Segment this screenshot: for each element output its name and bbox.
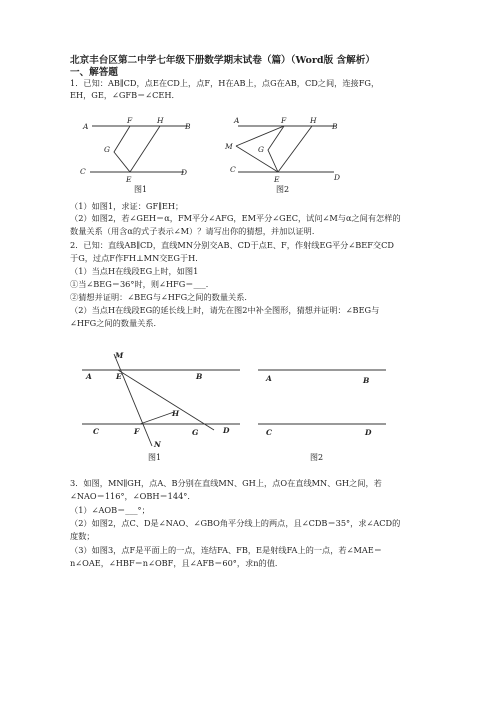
q2-part2-b: ∠HFG之间的数量关系． <box>70 318 162 328</box>
label-h: H <box>172 409 180 418</box>
label-a: A <box>234 116 240 125</box>
label-d: D <box>223 426 230 435</box>
label-g: G <box>258 145 264 154</box>
line-he <box>130 126 160 172</box>
q3-line1: 3．如图，MN∥GH，点A、B分别在直线MN、GH上，点O在直线MN、GH之间，若 <box>70 478 382 488</box>
q3-part3-b: n∠OAE，∠HBF＝n∠OBF，且∠AFB＝60°，求n的值． <box>70 558 284 568</box>
q1-line1: 1．已知：AB∥CD，点E在CD上，点F，H在AB上，点G在AB，CD之间，连接FG， <box>70 78 380 88</box>
q3-part1: （1）∠AOB＝___°； <box>70 505 150 515</box>
label-a: A <box>83 122 89 131</box>
q2-line1: 2．已知：直线AB∥CD，直线MN分别交AB、CD于点E、F，作射线EG平分∠BEF交CD <box>70 240 394 250</box>
label-m: M <box>115 351 124 360</box>
q1-part1: （1）如图1，求证：GF∥EH； <box>70 201 184 211</box>
label-h: H <box>310 116 317 125</box>
q3-line2: ∠NAO＝116°，∠OBH＝144°． <box>70 491 196 501</box>
label-a: A <box>86 372 92 381</box>
page-title: 北京丰台区第二中学七年级下册数学期末试卷（篇）（Word版 含解析） <box>70 55 375 66</box>
line-mn <box>114 354 152 446</box>
q2-line2: 于G，过点F作FH⊥MN交EG于H． <box>70 253 204 263</box>
label-c: C <box>230 165 236 174</box>
label-f: F <box>281 116 287 125</box>
label-g: G <box>104 145 110 154</box>
q2-figure2 <box>258 362 388 448</box>
label-e: E <box>126 175 132 184</box>
q1-fig1-caption: 图1 <box>134 185 148 194</box>
label-b: B <box>332 122 338 131</box>
q1-fig2-caption: 图2 <box>276 185 290 194</box>
fge-polyline <box>114 126 130 172</box>
label-f: F <box>134 427 140 436</box>
q2-part1-a: ①当∠BEG＝36°时，则∠HFG＝___． <box>70 279 214 289</box>
label-e: E <box>274 175 280 184</box>
q2-part2-a: （2）当点H在线段EG的延长线上时，请先在图2中补全图形，猜想并证明：∠BEG与 <box>70 305 380 315</box>
label-a: A <box>266 374 272 383</box>
label-n: N <box>154 440 161 449</box>
q3-part2-a: （2）如图2，点C、D是∠NAO、∠GBO角平分线上的两点，且∠CDB＝35°，求∠ACD的 <box>70 518 401 528</box>
segment-fh <box>140 412 174 424</box>
line-he <box>278 126 312 172</box>
label-m: M <box>225 142 233 151</box>
label-d: D <box>334 173 341 182</box>
q1-line2: EH，GE，∠GFB＝∠CEH． <box>70 90 180 100</box>
label-b: B <box>185 122 191 131</box>
q2-part1: （1）当点H在线段EG上时，如图1 <box>70 266 199 276</box>
label-b: B <box>363 376 370 385</box>
label-d: D <box>181 168 188 177</box>
label-c: C <box>80 167 86 176</box>
label-h: H <box>157 116 164 125</box>
label-g: G <box>192 428 199 437</box>
label-c: C <box>266 428 272 437</box>
label-d: D <box>365 428 372 437</box>
q2-fig2-caption: 图2 <box>310 453 324 462</box>
label-e: E <box>116 372 122 381</box>
q2-figure1 <box>82 346 242 462</box>
label-f: F <box>127 116 133 125</box>
label-b: B <box>196 372 203 381</box>
q2-fig1-caption: 图1 <box>148 453 162 462</box>
q1-part2-a: （2）如图2，若∠GEH＝α，FM平分∠AFG，EM平分∠GEC，试问∠M与α之间有怎样的 <box>70 213 401 223</box>
q1-part2-b: 数量关系（用含α的式子表示∠M）？请写出你的猜想，并加以证明． <box>70 226 321 236</box>
fge-polyline <box>268 126 284 172</box>
q3-part3-a: （3）如图3，点F是平面上的一点，连结FA、FB，E是射线FA上的一点，若∠MAE＝ <box>70 545 382 555</box>
label-c: C <box>93 427 99 436</box>
q3-part2-b: 度数； <box>70 531 95 541</box>
q2-part1-b: ②猜想并证明：∠BEG与∠HFG之间的数量关系． <box>70 292 253 302</box>
section-heading: 一、解答题 <box>70 67 118 78</box>
